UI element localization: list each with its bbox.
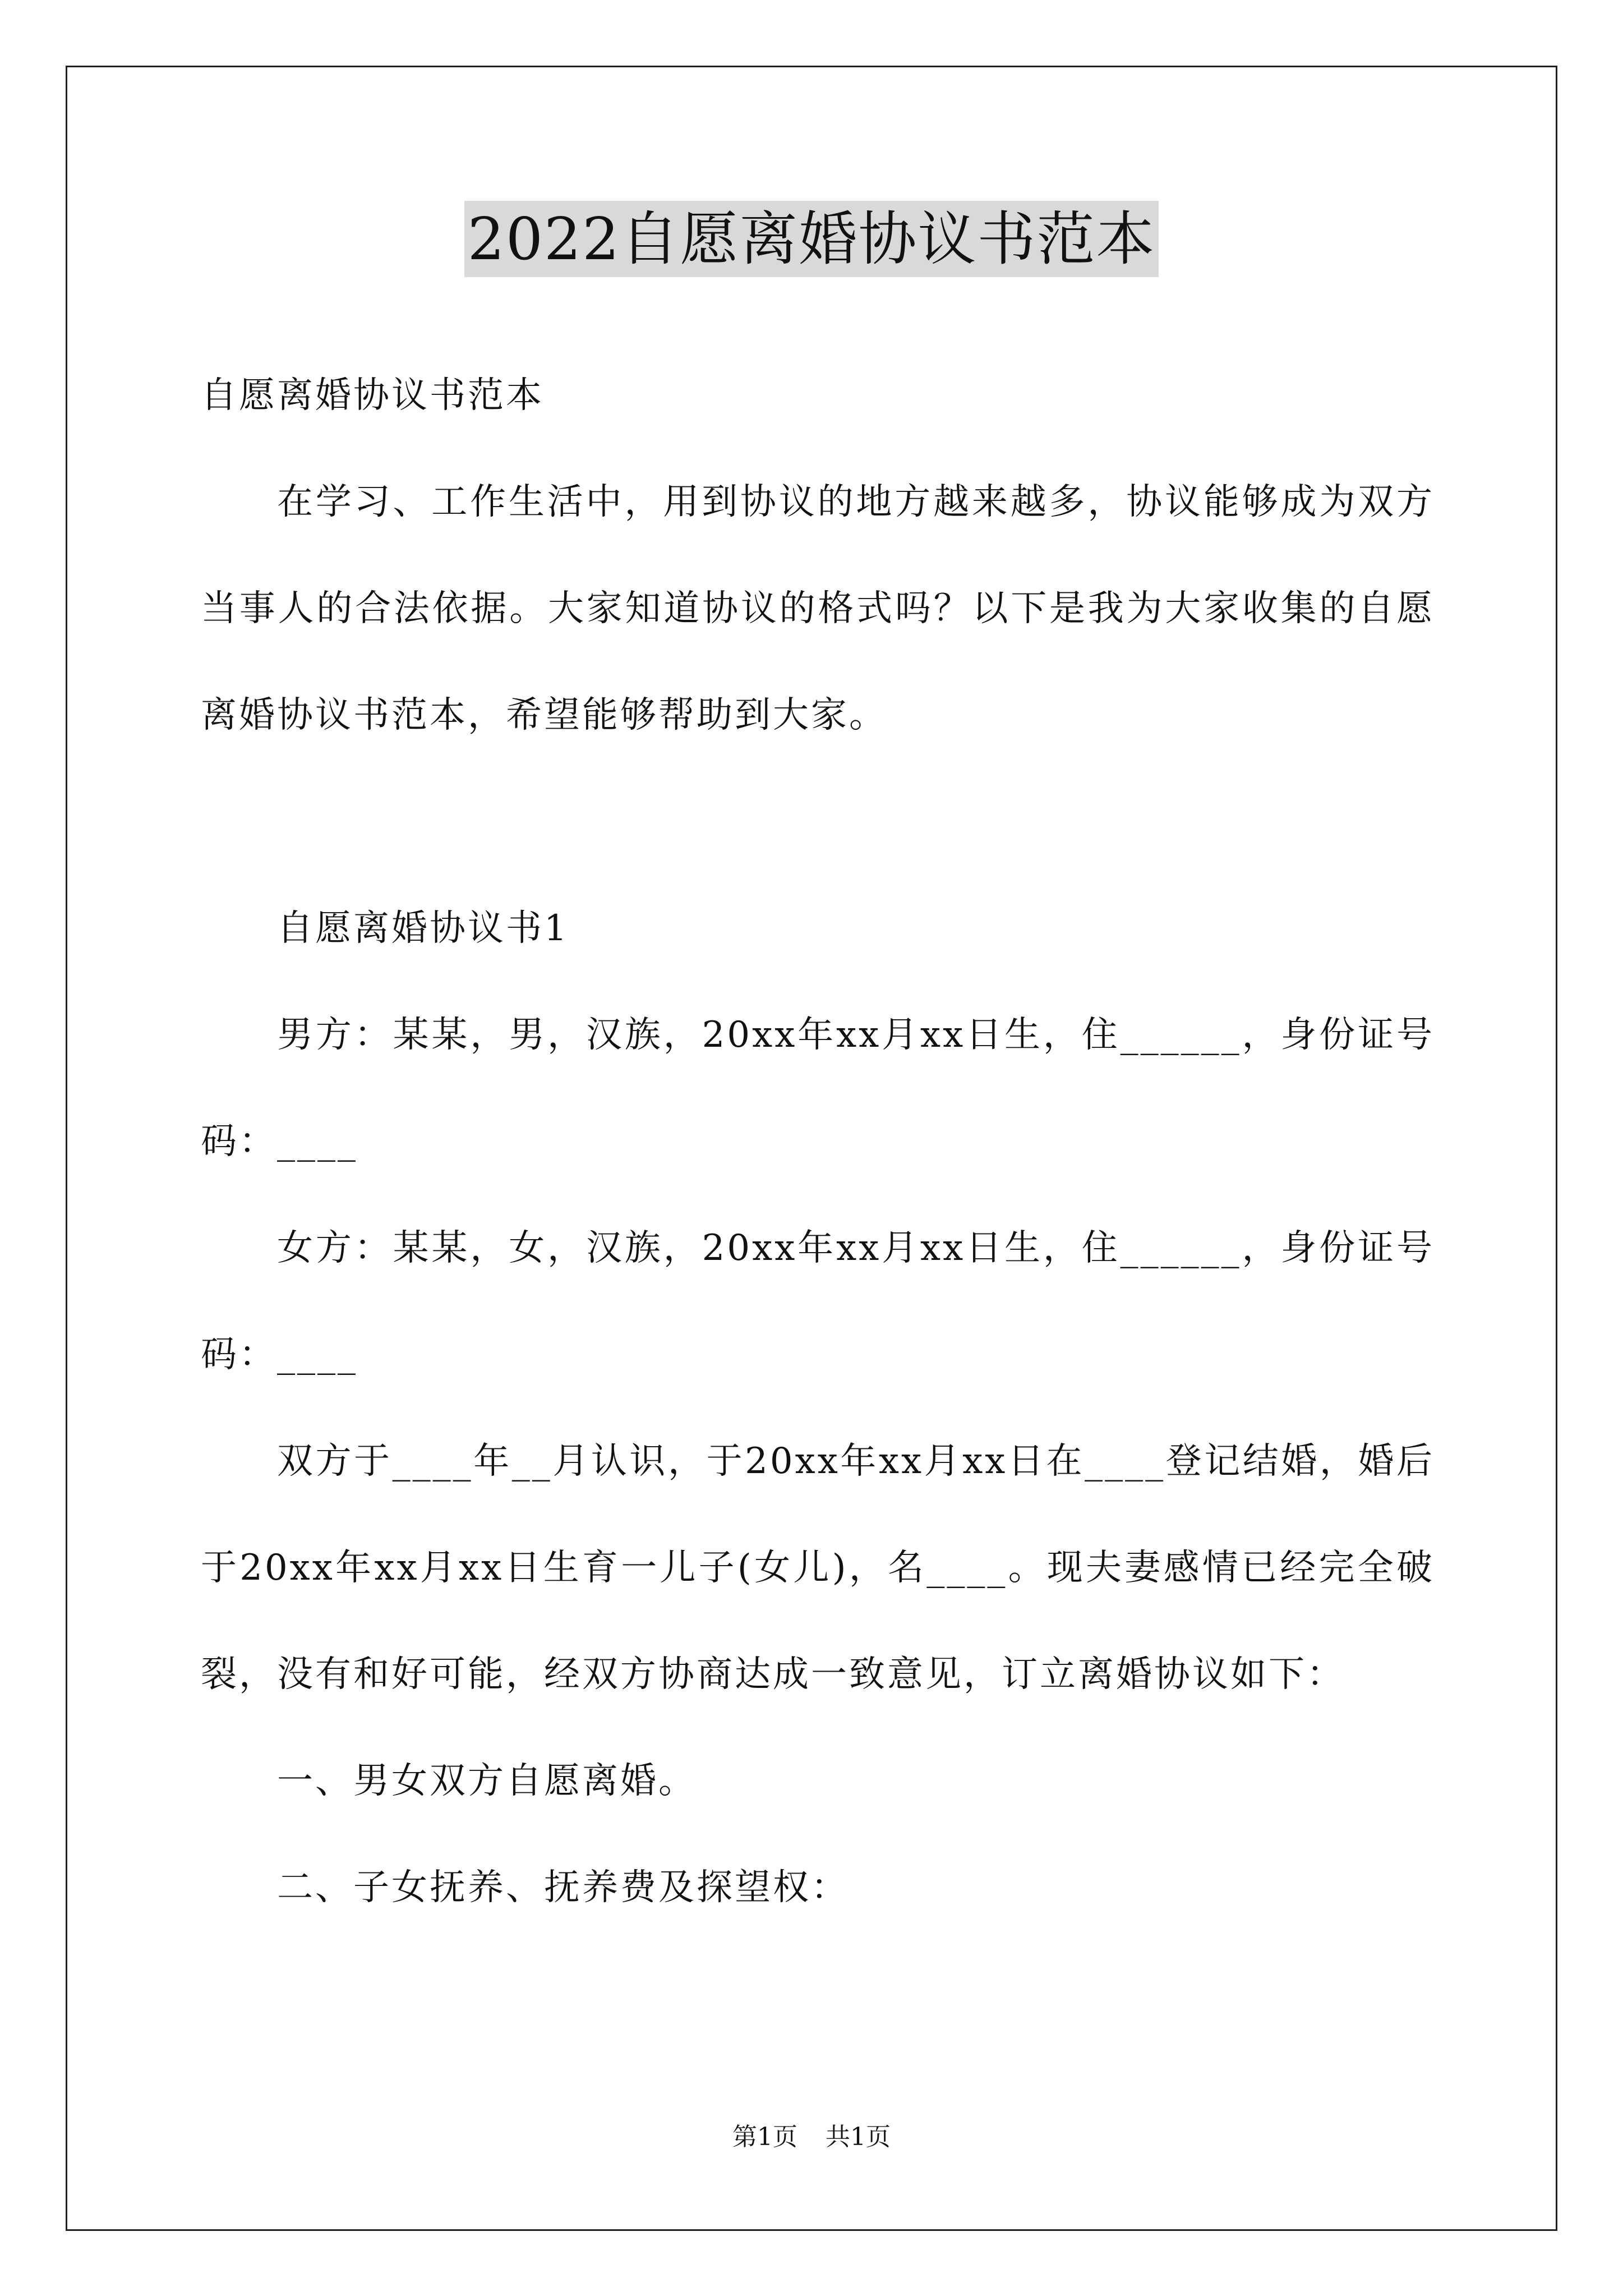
document-body — [201, 342, 1435, 1941]
marriage-background-paragraph: 双方于____年__月认识，于20xx年xx月xx日在____登记结婚，婚后于20xx年xx月xx日生育一儿子(女儿)，名____。现夫妻感情已经完全破裂，没有和好可能，经双方协商达成一致意见，订立离婚协议如下： — [201, 1441, 1435, 1695]
title-container — [0, 201, 1623, 277]
male-party-paragraph: 男方：某某，男，汉族，20xx年xx月xx日生，住______，身份证号码：____ — [201, 1014, 1435, 1162]
spacer — [201, 769, 1435, 875]
page-total: 共1页 — [826, 2123, 891, 2151]
female-party-paragraph: 女方：某某，女，汉族，20xx年xx月xx日生，住______，身份证号码：____ — [201, 1227, 1435, 1375]
page-number: 第1页 — [732, 2123, 797, 2151]
intro-paragraph: 在学习、工作生活中，用到协议的地方越来越多，协议能够成为双方当事人的合法依据。大家知道协议的格式吗？以下是我为大家收集的自愿离婚协议书范本，希望能够帮助到大家。 — [201, 481, 1435, 736]
clause-2: 二、子女抚养、抚养费及探望权： — [277, 1867, 849, 1908]
section-heading: 自愿离婚协议书1 — [277, 908, 569, 949]
page-footer — [0, 2120, 1623, 2154]
document-title: 2022自愿离婚协议书范本 — [464, 201, 1159, 277]
subtitle: 自愿离婚协议书范本 — [201, 375, 544, 416]
clause-1: 一、男女双方自愿离婚。 — [277, 1760, 697, 1802]
